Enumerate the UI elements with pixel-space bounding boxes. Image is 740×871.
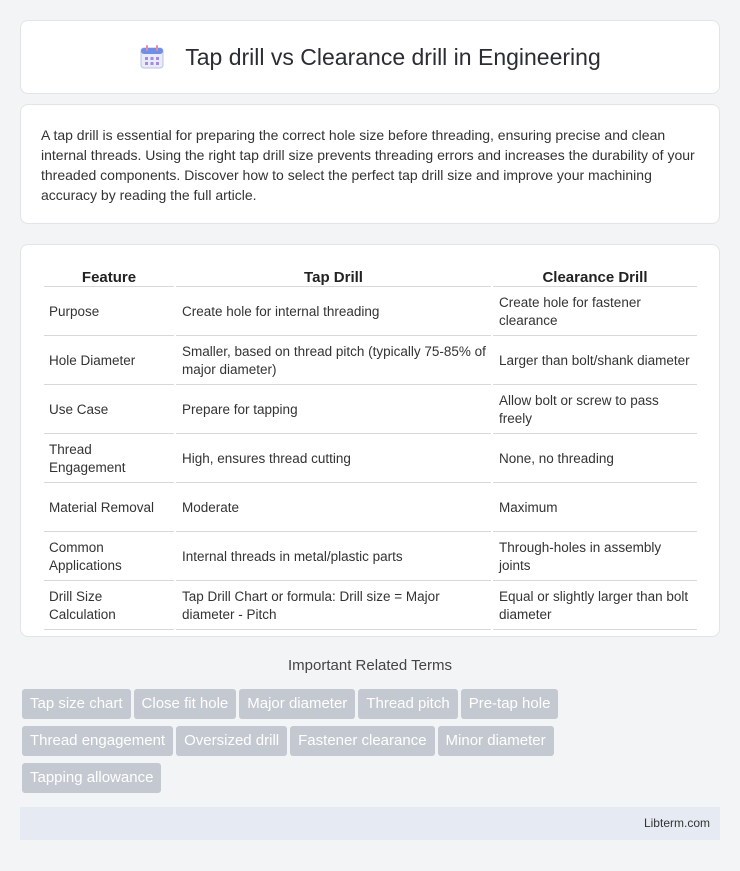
table-cell: Equal or slightly larger than bolt diameter <box>493 583 697 630</box>
table-cell: High, ensures thread cutting <box>176 436 491 483</box>
table-row <box>44 387 697 434</box>
table-cell: Moderate <box>176 485 491 532</box>
page-title: Tap drill vs Clearance drill in Engineering <box>185 43 601 70</box>
table-cell: Drill Size Calculation <box>44 583 174 630</box>
table-cell: Maximum <box>493 485 697 532</box>
term-tag[interactable]: Tapping allowance <box>22 763 161 793</box>
table-cell: None, no threading <box>493 436 697 483</box>
term-tag[interactable]: Major diameter <box>239 689 355 719</box>
table-row <box>44 583 697 630</box>
footer <box>20 807 720 840</box>
table-row <box>44 436 697 483</box>
table-row <box>44 289 697 336</box>
calendar-icon <box>139 44 165 70</box>
table-row <box>44 338 697 385</box>
title-card <box>20 20 720 94</box>
table-cell: Hole Diameter <box>44 338 174 385</box>
header-tap-drill: Tap Drill <box>176 267 491 287</box>
related-terms-heading: Important Related Terms <box>288 657 452 674</box>
intro-card <box>20 104 720 224</box>
table-header-row <box>44 267 697 287</box>
table-cell: Common Applications <box>44 534 174 581</box>
term-tag[interactable]: Pre-tap hole <box>461 689 559 719</box>
table-cell: Internal threads in metal/plastic parts <box>176 534 491 581</box>
intro-text: A tap drill is essential for preparing the correct hole size before threading, ensuring precise and clean internal threads. Using the right tap drill size prevents threading errors and increases the durability of your threaded components. Discover how to select the perfect tap drill size and improve your machining accuracy by reading the full article. <box>41 127 695 203</box>
table-cell: Larger than bolt/shank diameter <box>493 338 697 385</box>
term-tag[interactable]: Thread pitch <box>358 689 457 719</box>
table-cell: Create hole for internal threading <box>176 289 491 336</box>
term-tag[interactable]: Tap size chart <box>22 689 131 719</box>
table-cell: Purpose <box>44 289 174 336</box>
table-cell: Through-holes in assembly joints <box>493 534 697 581</box>
table-cell: Material Removal <box>44 485 174 532</box>
table-row <box>44 534 697 581</box>
table-cell: Thread Engagement <box>44 436 174 483</box>
term-tag[interactable]: Thread engagement <box>22 726 173 756</box>
comparison-table-card <box>20 244 720 637</box>
table-row <box>44 485 697 532</box>
table-cell: Prepare for tapping <box>176 387 491 434</box>
table-cell: Allow bolt or screw to pass freely <box>493 387 697 434</box>
table-cell: Create hole for fastener clearance <box>493 289 697 336</box>
term-tag[interactable]: Close fit hole <box>134 689 237 719</box>
header-feature: Feature <box>44 267 174 287</box>
table-cell: Tap Drill Chart or formula: Drill size = Major diameter - Pitch <box>176 583 491 630</box>
header-clearance-drill: Clearance Drill <box>493 267 697 287</box>
comparison-table <box>42 265 699 632</box>
term-tag[interactable]: Oversized drill <box>176 726 287 756</box>
term-tag[interactable]: Fastener clearance <box>290 726 434 756</box>
term-tag[interactable]: Minor diameter <box>438 726 554 756</box>
table-cell: Use Case <box>44 387 174 434</box>
table-cell: Smaller, based on thread pitch (typically 75-85% of major diameter) <box>176 338 491 385</box>
related-terms-list <box>22 689 722 800</box>
footer-site-link[interactable]: Libterm.com <box>643 816 710 830</box>
